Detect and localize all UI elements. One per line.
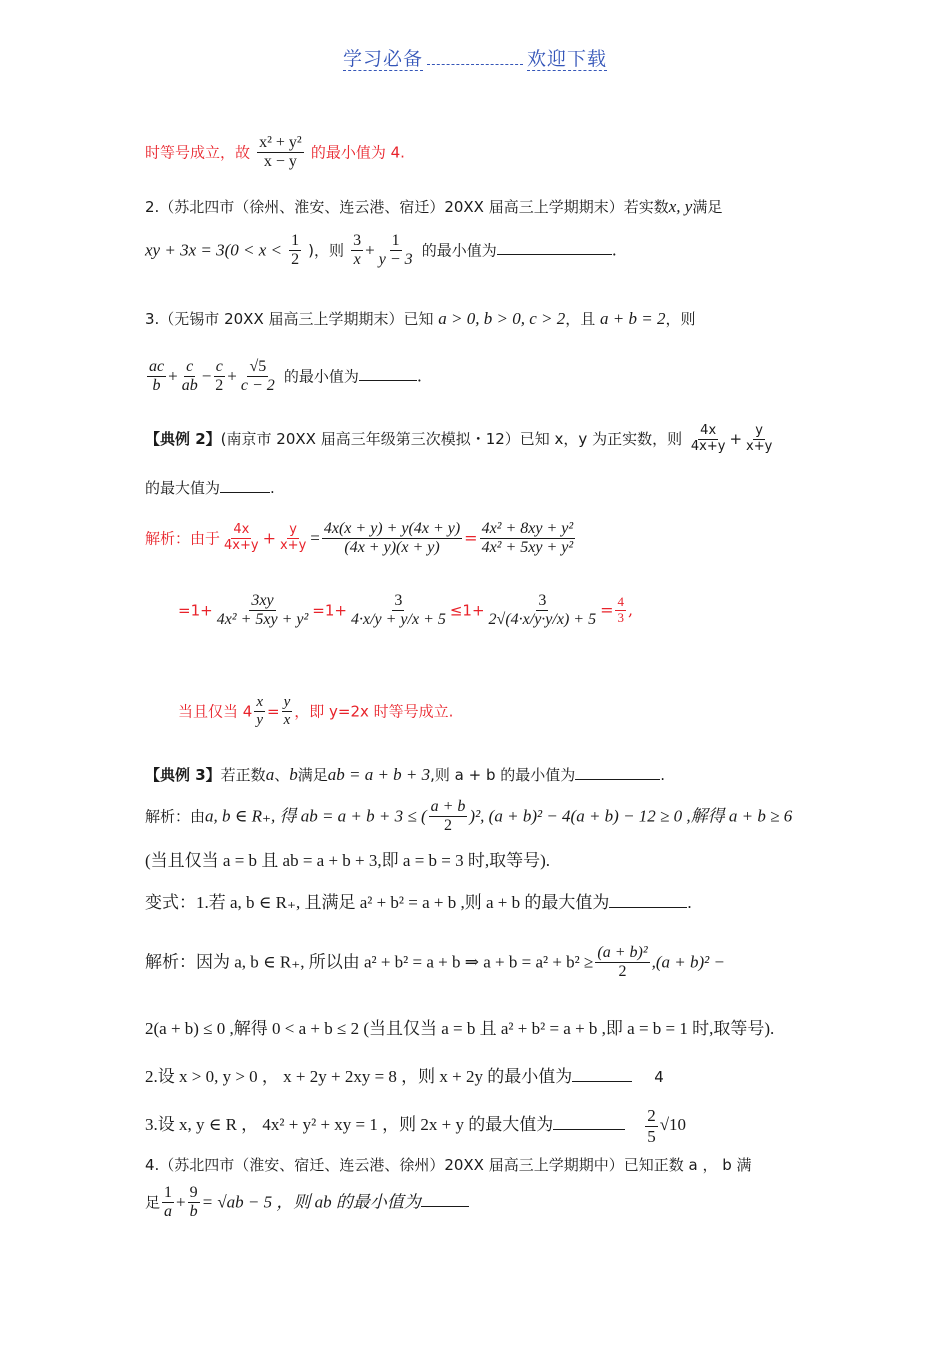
fraction: $\frac{4x}{4x+y}$ (690, 423, 726, 454)
solution-4-line-2: 2(a + b) ≤ 0 ,解得 0 < a + b ≤ 2 (当且仅当 a = b 且 a² + b² = a + b ,即 a = b = 1 时,取等号). (145, 1019, 775, 1038)
answer-blank (220, 478, 270, 493)
solution-3-line-2: (当且仅当 a = b 且 ab = a + b + 3,即 a = b = 3 时,取等号). (145, 851, 551, 870)
fraction: $\frac{1}{a}$ (164, 1184, 173, 1221)
fraction: $\frac{1}{2}$ (291, 232, 300, 269)
fraction: $\frac{a + b}{2}$ (430, 798, 466, 835)
fraction: $\frac{\text{4x² + 8xy + y²}}{\text{4x² + 5xy + y²}}$ (481, 520, 574, 557)
example-2-line-1: 【典例 2】(南京市 20XX 届高三年级第三次模拟・12）已知 x，y 为正实数，则 $\frac{4x}{4x+y}$ + $\frac{y}{x+y}$ (145, 423, 773, 454)
fraction: $\frac{ac}{b}$ (149, 358, 165, 395)
fraction: $\frac{4}{3}$ (617, 594, 624, 626)
fraction: $\frac{c}{ab}$ (181, 358, 198, 395)
header-left: 学习必备 (342, 48, 423, 70)
fraction: $\frac{2}{5}$ (647, 1106, 656, 1146)
question-2-answer: 4 (654, 1068, 664, 1086)
fraction: $\frac{y}{x+y}$ (279, 522, 307, 554)
example-2-line-2: 的最大值为 . (145, 479, 275, 497)
problem-2-line-2: xy + 3x = 3(0 < x < $\frac{1}{2}$ )，则 $\frac{3}{x}$ + $\frac{1}{y - 3}$ 的最小值为 . (145, 232, 617, 269)
answer-blank (553, 1115, 625, 1130)
answer-blank (609, 893, 687, 908)
header-gap (427, 48, 523, 65)
fraction: $\frac{3}{x}$ (353, 232, 362, 269)
solution-3-line-1: 解析：由a, b ∈ R₊, 得 ab = a + b + 3 ≤ ( $\frac{a + b}{2}$ )², (a + b)² − 4(a + b) − 12 ≥ 0 ,解得 a + b ≥ 6 (145, 798, 793, 835)
fraction: $\frac{3}{4\cdot x/y + y/x + 5}$ (350, 592, 446, 629)
question-4-line-1: 4.（苏北四市（淮安、宿迁、连云港、徐州）20XX 届高三上学期期中）已知正数 a ， b 满 (145, 1156, 752, 1174)
fraction: $\frac{4x}{4x+y}$ (224, 522, 259, 554)
solution-4-line-1: 解析：因为 a, b ∈ R₊, 所以由 a² + b² = a + b ⇒ a + b = a² + b² ≥ $\frac{\text{(a + b)²}}{2}$ ,(a + b)² − (145, 944, 725, 981)
fraction: $\frac{c}{2}$ (215, 358, 224, 395)
fraction: $\frac{3}{2√(4\cdot x/y\cdot y/x) + 5}$ (488, 592, 597, 629)
fraction: $\frac{√5}{c - 2}$ (240, 358, 275, 395)
fraction: $\frac{y}{x+y}$ (746, 423, 773, 454)
solution-2-line-1: 解析：由于 $\frac{4x}{4x+y}$ + $\frac{y}{x+y}$ = $\frac{4x(x + y) + y(4x + y)}{(4x + y)(x + y)}$ = $\frac{\text{4x² + 8xy + y²}}{\text{4x² + 5xy + y²}}$ (145, 520, 574, 557)
fraction: $\frac{x}{y}$ (256, 694, 263, 729)
problem-3-line-1: 3.（无锡市 20XX 届高三上学期期末）已知 a > 0, b > 0, c > 2，且 a + b = 2，则 (145, 309, 696, 328)
fraction: $\frac{1}{y - 3}$ (378, 232, 413, 269)
variant-1-line: 变式：1.若 a, b ∈ R₊, 且满足 a² + b² = a + b ,则 a + b 的最大值为 . (145, 893, 692, 912)
example-3-line: 【典例 3】若正数a、b满足ab = a + b + 3,则 a + b 的最小值为 . (145, 765, 666, 784)
answer-blank (359, 366, 417, 381)
solution-2-line-3: 当且仅当 4 $\frac{x}{y}$ = $\frac{y}{x}$ ，即 y=2x 时等号成立. (178, 694, 454, 729)
answer-blank (572, 1067, 632, 1082)
problem-3-line-2: $\frac{ac}{b}$ + $\frac{c}{ab}$ − $\frac{c}{2}$ + $\frac{√5}{c - 2}$ 的最小值为 . (149, 358, 422, 395)
question-2-line: 2.设 x > 0, y > 0 ， x + 2y + 2xy = 8 ，则 x + 2y 的最小值为 4 (145, 1067, 664, 1086)
question-3-answer-root: √10 (659, 1114, 687, 1134)
question-3-line: 3.设 x, y ∈ R ， 4x² + y² + xy = 1 ，则 2x + y 的最大值为 $\frac{2}{5}$ √10 (145, 1106, 687, 1146)
answer-blank (575, 765, 660, 780)
fraction: $\frac{\text{(a + b)²}}{2}$ (597, 944, 648, 981)
fraction: $\frac{3xy}{\text{4x² + 5xy + y²}}$ (216, 592, 309, 629)
fraction: $\frac{4x(x + y) + y(4x + y)}{(4x + y)(x + y)}$ (323, 520, 461, 557)
answer-blank (421, 1192, 469, 1207)
page-header (0, 44, 950, 71)
problem-2-line-1: 2.（苏北四市（徐州、淮安、连云港、宿迁）20XX 届高三上学期期末）若实数x, y满足 (145, 197, 723, 216)
answer-blank (497, 240, 612, 255)
fraction: $\frac{y}{x}$ (283, 694, 291, 729)
conclusion-line: 时等号成立，故 $\frac{\text{x² + y²}}{x - y}$ 的最小值为 4. (145, 134, 405, 171)
question-4-line-2: 足 $\frac{1}{a}$ + $\frac{9}{b}$ = √ab − 5 ，则 ab 的最小值为 (145, 1184, 469, 1222)
solution-2-line-2: =1+ $\frac{3xy}{\text{4x² + 5xy + y²}}$ =1+ $\frac{3}{4\cdot x/y + y/x + 5}$ ≤1+ $\frac{3}{2√(4\cdot x/y\cdot y/x) + 5}$ = $\frac{4}{3}$ , (178, 592, 634, 629)
fraction: $\frac{\text{x² + y²}}{x - y}$ (259, 134, 302, 171)
fraction: $\frac{9}{b}$ (189, 1184, 198, 1221)
header-right: 欢迎下载 (527, 48, 608, 70)
